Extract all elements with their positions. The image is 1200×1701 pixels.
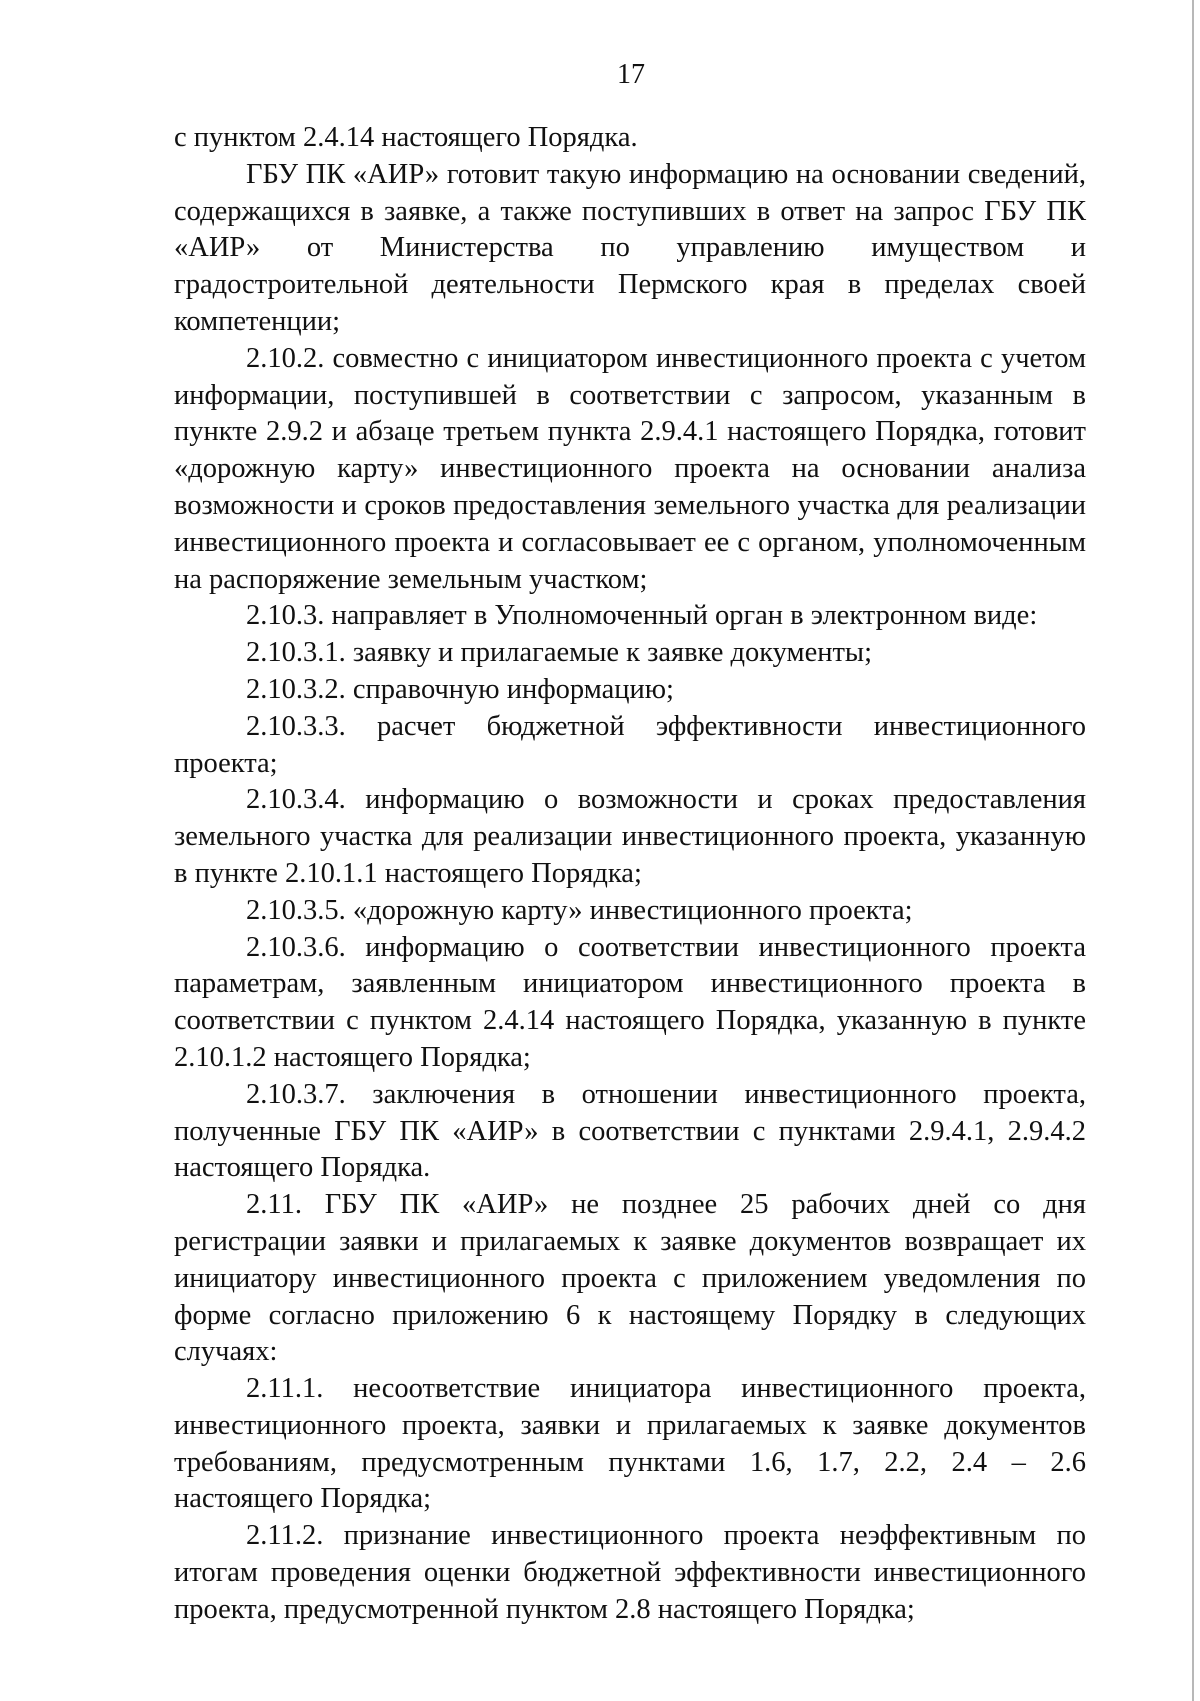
paragraph-2-10-3-7: 2.10.3.7. заключения в отношении инвестиционного проекта, полученные ГБУ ПК «АИР» в соответствии с пунктами 2.9.4.1, 2.9.4.2 настоящего Порядка. <box>174 1078 1086 1184</box>
paragraph-2-10-3-4: 2.10.3.4. информацию о возможности и сроках предоставления земельного участка для реализации инвестиционного проекта, указанную в пункте 2.10.1.1 настоящего Порядка; <box>174 784 1086 889</box>
paragraph-continuation: с пунктом 2.4.14 настоящего Порядка. <box>174 122 638 153</box>
paragraph-2-10-3-3: 2.10.3.3. расчет бюджетной эффективности инвестиционного проекта; <box>174 710 1086 779</box>
page-number: 17 <box>617 59 645 90</box>
paragraph-gbu-info: ГБУ ПК «АИР» готовит такую информацию на основании сведений, содержащихся в заявке, а также поступивших в ответ на запрос ГБУ ПК «АИР» от Министерства по управлению имуществом и градостроительной деятельности Пермского края в пределах своей компетенции; <box>174 158 1086 337</box>
paragraph-2-10-3-6: 2.10.3.6. информацию о соответствии инвестиционного проекта параметрам, заявленным инициатором инвестиционного проекта в соответствии с пунктом 2.4.14 настоящего Порядка, указанную в пункте 2.10.1.2 настоящего Порядка; <box>174 931 1086 1073</box>
paragraph-2-11-1: 2.11.1. несоответствие инициатора инвестиционного проекта, инвестиционного проекта, заявки и прилагаемых к заявке документов требованиям, предусмотренным пунктами 1.6, 1.7, 2.2, 2.4 – 2.6 настоящего Порядка; <box>174 1373 1086 1515</box>
paragraph-2-11-2: 2.11.2. признание инвестиционного проекта неэффективным по итогам проведения оценки бюджетной эффективности инвестиционного проекта, предусмотренной пунктом 2.8 настоящего Порядка; <box>174 1520 1086 1625</box>
paragraph-2-10-3-5: 2.10.3.5. «дорожную карту» инвестиционного проекта; <box>246 894 913 926</box>
document-body <box>174 120 1086 1629</box>
paragraph-2-10-2: 2.10.2. совместно с инициатором инвестиционного проекта с учетом информации, поступившей в соответствии с запросом, указанным в пункте 2.9.2 и абзаце третьем пункта 2.9.4.1 настоящего Порядка, готовит «дорожную карту» инвестиционного проекта на основании анализа возможности и сроков предоставления земельного участка для реализации инвестиционного проекта и согласовывает ее с органом, уполномоченным на распоряжение земельным участком; <box>174 342 1086 595</box>
scan-edge-line <box>1192 0 1194 1701</box>
paragraph-2-10-3-2: 2.10.3.2. справочную информацию; <box>246 673 674 705</box>
paragraph-2-11: 2.11. ГБУ ПК «АИР» не позднее 25 рабочих дней со дня регистрации заявки и прилагаемых к заявке документов возвращает их инициатору инвестиционного проекта с приложением уведомления по форме согласно приложению 6 к настоящему Порядку в следующих случаях: <box>174 1189 1086 1368</box>
paragraph-2-10-3-1: 2.10.3.1. заявку и прилагаемые к заявке документы; <box>246 637 872 669</box>
paragraph-2-10-3: 2.10.3. направляет в Уполномоченный орган в электронном виде: <box>246 600 1038 632</box>
